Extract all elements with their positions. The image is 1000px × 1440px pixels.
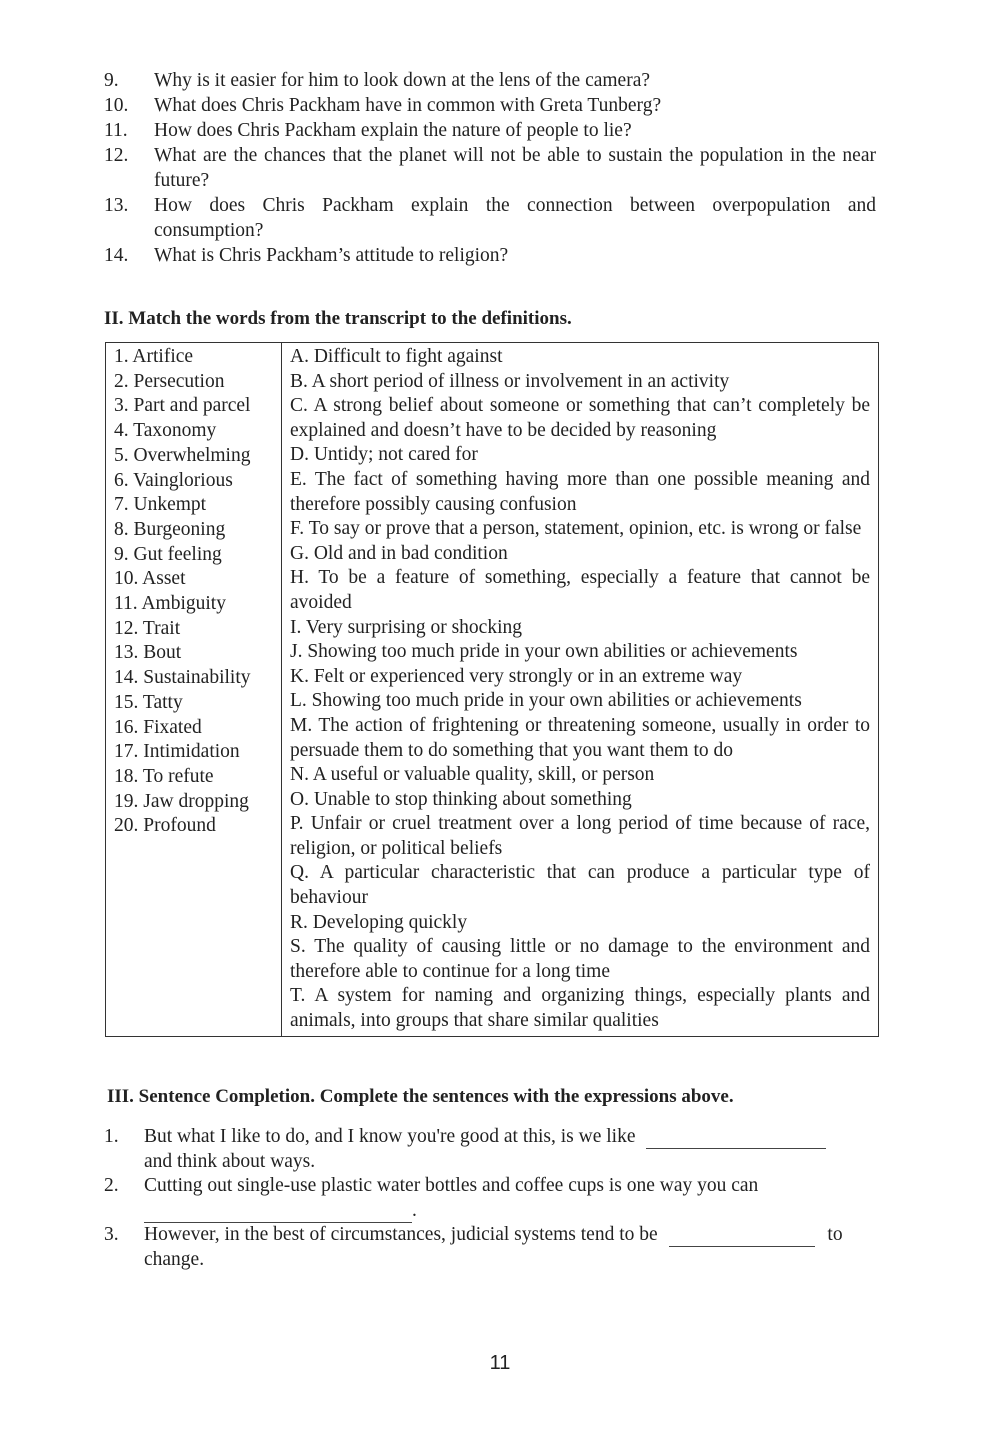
definition-item: C. A strong belief about someone or something that can’t completely be explained and doesn’t have to be decided by reasoning <box>290 395 870 441</box>
word-item: 18. To refute <box>114 765 214 787</box>
sentence-period: . <box>412 1200 417 1221</box>
page-number: 11 <box>489 1352 511 1374</box>
definition-item: T. A system for naming and organizing things, especially plants and animals, into groups that share similar qualities <box>290 985 870 1032</box>
definition-item: B. A short period of illness or involvement in an activity <box>290 370 730 392</box>
word-item: 11. Ambiguity <box>114 593 226 615</box>
question-item <box>104 193 876 243</box>
question-text: How does Chris Packham explain the connection between overpopulation and consumption? <box>154 195 876 241</box>
word-item: 7. Unkempt <box>114 494 207 516</box>
definition-item: S. The quality of causing little or no damage to the environment and therefore able to continue for a long time <box>290 936 870 982</box>
definition-item: A. Difficult to fight against <box>290 346 503 367</box>
word-item: 19. Jaw dropping <box>114 790 249 812</box>
sentence-number: 3. <box>104 1224 119 1245</box>
question-text: What are the chances that the planet will not be able to sustain the population in the near future? <box>154 145 876 191</box>
question-text: Why is it easier for him to look down at the lens of the camera? <box>154 70 651 91</box>
definition-item: O. Unable to stop thinking about something <box>290 788 632 810</box>
sentence-continuation: change. <box>144 1249 205 1270</box>
sentence-word-to: to <box>827 1224 843 1245</box>
word-item: 9. Gut feeling <box>114 543 222 565</box>
sentence-number: 1. <box>104 1126 119 1147</box>
question-item <box>104 93 876 118</box>
section-heading-match: II. Match the words from the transcript to the definitions. <box>104 308 572 329</box>
question-number: 13. <box>104 195 129 216</box>
sentence-text: However, in the best of circumstances, judicial systems tend to be <box>144 1224 658 1245</box>
word-item: 13. Bout <box>114 642 182 664</box>
answer-blank[interactable] <box>669 1228 815 1247</box>
sentence-text: Cutting out single-use plastic water bottles and coffee cups is one way you can <box>144 1175 759 1196</box>
word-item: 1. Artifice <box>114 346 194 367</box>
definition-item: L. Showing too much pride in your own abilities or achievements <box>290 690 802 712</box>
word-item: 8. Burgeoning <box>114 518 226 540</box>
definition-item: I. Very surprising or shocking <box>290 616 522 638</box>
definition-item: E. The fact of something having more than one possible meaning and therefore possibly causing confusion <box>290 468 870 515</box>
definitions-column <box>282 343 879 1037</box>
definition-item: K. Felt or experienced very strongly or in an extreme way <box>290 665 743 687</box>
sentence-item <box>104 1124 882 1174</box>
word-item: 5. Overwhelming <box>114 444 251 466</box>
question-number: 10. <box>104 95 129 116</box>
matching-table <box>105 342 879 1037</box>
word-item: 16. Fixated <box>114 716 202 738</box>
definition-item: H. To be a feature of something, especially a feature that cannot be avoided <box>290 567 870 613</box>
question-item <box>104 68 876 93</box>
question-list <box>104 68 876 268</box>
word-item: 15. Tatty <box>114 691 183 713</box>
question-item <box>104 243 876 268</box>
word-item: 4. Taxonomy <box>114 420 217 442</box>
definition-item: R. Developing quickly <box>290 911 468 933</box>
question-number: 9. <box>104 70 119 91</box>
question-text: What is Chris Packham’s attitude to religion? <box>154 245 509 266</box>
word-item: 10. Asset <box>114 568 186 590</box>
question-item <box>104 118 876 143</box>
definition-item: D. Untidy; not cared for <box>290 444 478 466</box>
word-item: 2. Persecution <box>114 370 225 392</box>
sentence-number: 2. <box>104 1175 119 1196</box>
answer-blank[interactable] <box>144 1204 412 1223</box>
word-item: 12. Trait <box>114 617 181 639</box>
definition-item: M. The action of frightening or threatening someone, usually in order to persuade them to do something that you want them to do <box>290 714 870 761</box>
section-heading-completion: III. Sentence Completion. Complete the sentences with the expressions above. <box>107 1086 734 1107</box>
definition-item: N. A useful or valuable quality, skill, or person <box>290 764 655 786</box>
definition-item: J. Showing too much pride in your own abilities or achievements <box>290 641 798 663</box>
word-item: 20. Profound <box>114 815 216 837</box>
definition-item: Q. A particular characteristic that can produce a particular type of behaviour <box>290 862 870 909</box>
question-item <box>104 143 876 193</box>
definition-item: P. Unfair or cruel treatment over a long period of time because of race, religion, or political beliefs <box>290 813 870 859</box>
sentence-text: But what I like to do, and I know you're good at this, is we like <box>144 1126 636 1147</box>
answer-blank[interactable] <box>646 1130 826 1149</box>
definition-item: F. To say or prove that a person, statement, opinion, etc. is wrong or false <box>290 518 862 540</box>
definition-item: G. Old and in bad condition <box>290 542 508 564</box>
question-number: 12. <box>104 145 129 166</box>
question-number: 11. <box>104 120 128 141</box>
question-text: What does Chris Packham have in common with Greta Tunberg? <box>154 95 662 116</box>
sentence-continuation: and think about ways. <box>144 1151 316 1172</box>
word-item: 6. Vainglorious <box>114 469 233 491</box>
words-column <box>106 343 282 1037</box>
sentence-item <box>104 1222 882 1272</box>
word-item: 14. Sustainability <box>114 667 251 689</box>
question-text: How does Chris Packham explain the nature of people to lie? <box>154 120 632 141</box>
word-item: 17. Intimidation <box>114 741 240 763</box>
word-item: 3. Part and parcel <box>114 395 251 417</box>
question-number: 14. <box>104 245 129 266</box>
sentence-item <box>104 1173 882 1223</box>
